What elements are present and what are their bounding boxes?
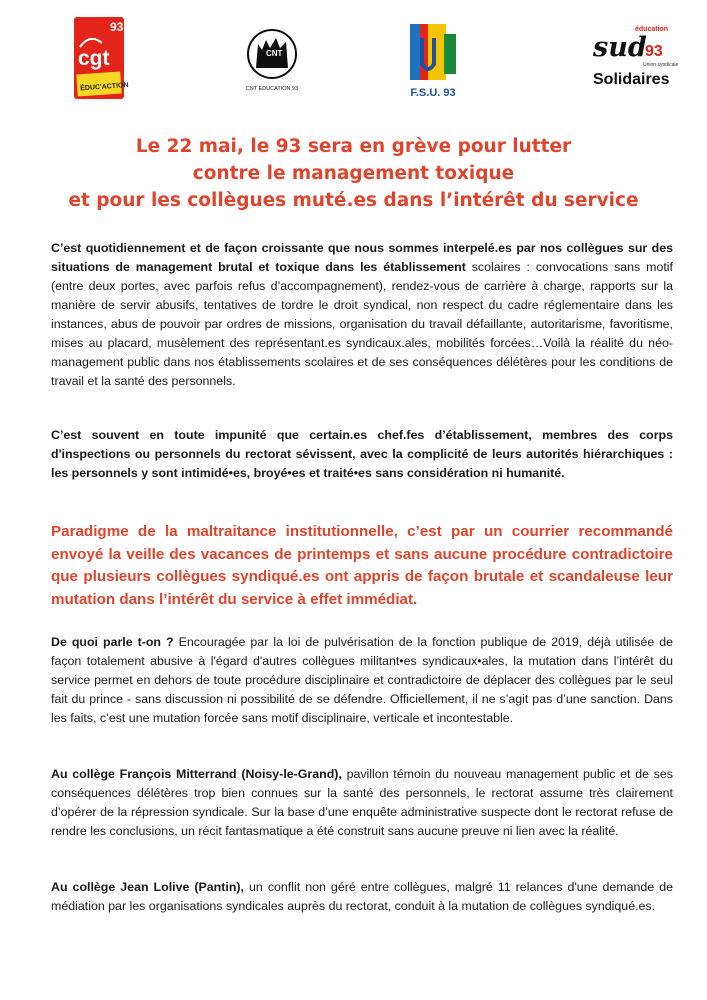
paragraph-lead: De quoi parle t-on ? [51, 635, 174, 649]
cnt-education-logo [240, 24, 304, 96]
logo-bar [0, 10, 707, 105]
sud-solidaires-logo [585, 22, 679, 92]
cgt-educaction-logo [74, 17, 129, 99]
paragraph-impunite [51, 426, 673, 483]
svg-text:CNT EDUCATION 93: CNT EDUCATION 93 [245, 86, 299, 92]
svg-text:93: 93 [645, 43, 663, 60]
svg-text:Solidaires: Solidaires [593, 71, 670, 88]
paragraph-maltraitance [51, 521, 673, 611]
svg-text:F.S.U. 93: F.S.U. 93 [410, 87, 456, 99]
paragraph-highlight: Paradigme de la maltraitance institutionnelle, c’est par un courrier recommandé envoyé la veille des vacances de printemps et sans aucune procédure contradictoire que plusieurs collègues syndiqué.es ont appris de façon brutale et scandaleuse leur mutation dans l’intérêt du service à effet immédiat. [51, 523, 673, 608]
paragraph-text: scolaires : convocations sans motif (entre deux portes, avec parfois refus d’accompagnement), rendez-vous de carrière à charge, rapports sur la manière de servir abusifs, tentatives de tordre le droit syndical, non respect du cadre réglementaire dans les instances, abus de pouvoir par ordres de missions, organisation du travail défaillante, autoritarisme, favoritisme, mises au placard, musèlement des représentant.es syndicaux.ales, mobilités forcées…Voilà la réalité du néo-management public dans nos établissements scolaires et de ses conséquences délétères pour les conditions de travail et la santé des personnels. [51, 260, 673, 388]
svg-text:cgt: cgt [78, 47, 110, 70]
svg-text:sud: sud [593, 32, 647, 63]
title-line-2: contre le management toxique [192, 163, 515, 184]
svg-text:éducation: éducation [635, 26, 669, 33]
paragraph-de-quoi-parle-t-on [51, 633, 673, 728]
title-line-1: Le 22 mai, le 93 sera en grève pour lutter [135, 136, 572, 157]
page-title [40, 133, 667, 214]
paragraph-lead: Au collège François Mitterrand (Noisy-le-Grand), [51, 767, 342, 781]
svg-text:Union syndicale: Union syndicale [643, 62, 679, 68]
fsu-93-logo [400, 20, 466, 102]
paragraph-lead: Au collège Jean Lolive (Pantin), [51, 880, 244, 894]
svg-text:93: 93 [110, 20, 124, 34]
svg-text:ÉDUC'ACTION: ÉDUC'ACTION [80, 81, 129, 93]
title-line-3: et pour les collègues muté.es dans l’intérêt du service [68, 190, 639, 211]
paragraph-lead: C’est quotidiennement et de façon croissante que nous sommes interpelé.es par nos collègues sur des situations de management brutal et toxique dans les établissement [51, 241, 673, 274]
paragraph-text: un conflit non géré entre collègues, malgré 11 relances d'une demande de médiation par les organisations syndicales auprès du rectorat, conduit à la mutation de collègues syndiqué.es. [51, 880, 674, 913]
paragraph-management-toxique [51, 239, 673, 391]
paragraph-lead: C’est souvent en toute impunité que certain.es chef.fes d’établissement, membres des corps d'inspections ou personnels du rectorat sévissent, avec la complicité de leurs autorités hiérarchiques : les personnels y sont intimidé•es, broyé•es et traité•es sans considération ni humanité. [51, 428, 673, 480]
paragraph-college-mitterrand [51, 765, 673, 841]
paragraph-text: pavillon témoin du nouveau management public et de ses conséquences délétères trop bien connues sur la santé des personnels, le rectorat assume très clairement d’opérer de la répression syndicale. Sur la base d’une enquête administrative suspecte dont le rectorat refuse de rendre les conclusions, un récit fantasmatique a été construit sans aucune preuve ni lien avec la réalité. [51, 767, 673, 838]
svg-text:CNT: CNT [266, 49, 283, 58]
paragraph-text: Encouragée par la loi de pulvérisation de la fonction publique de 2019, déjà utilisée de façon totalement abusive à l'égard d'autres collègues militant•es syndicaux•ales, la mutation dans l’intérêt du service permet en dehors de toute procédure disciplinaire et contradictoire de déplacer des collègues par le seul fait du prince - sans discussion ni possibilité de se défendre. Officiellement, il ne s’agit pas d’une sanction. Dans les faits, c’est une mutation forcée sans motif disciplinaire, verticale et incontestable. [51, 635, 673, 725]
paragraph-college-lolive [51, 878, 673, 916]
